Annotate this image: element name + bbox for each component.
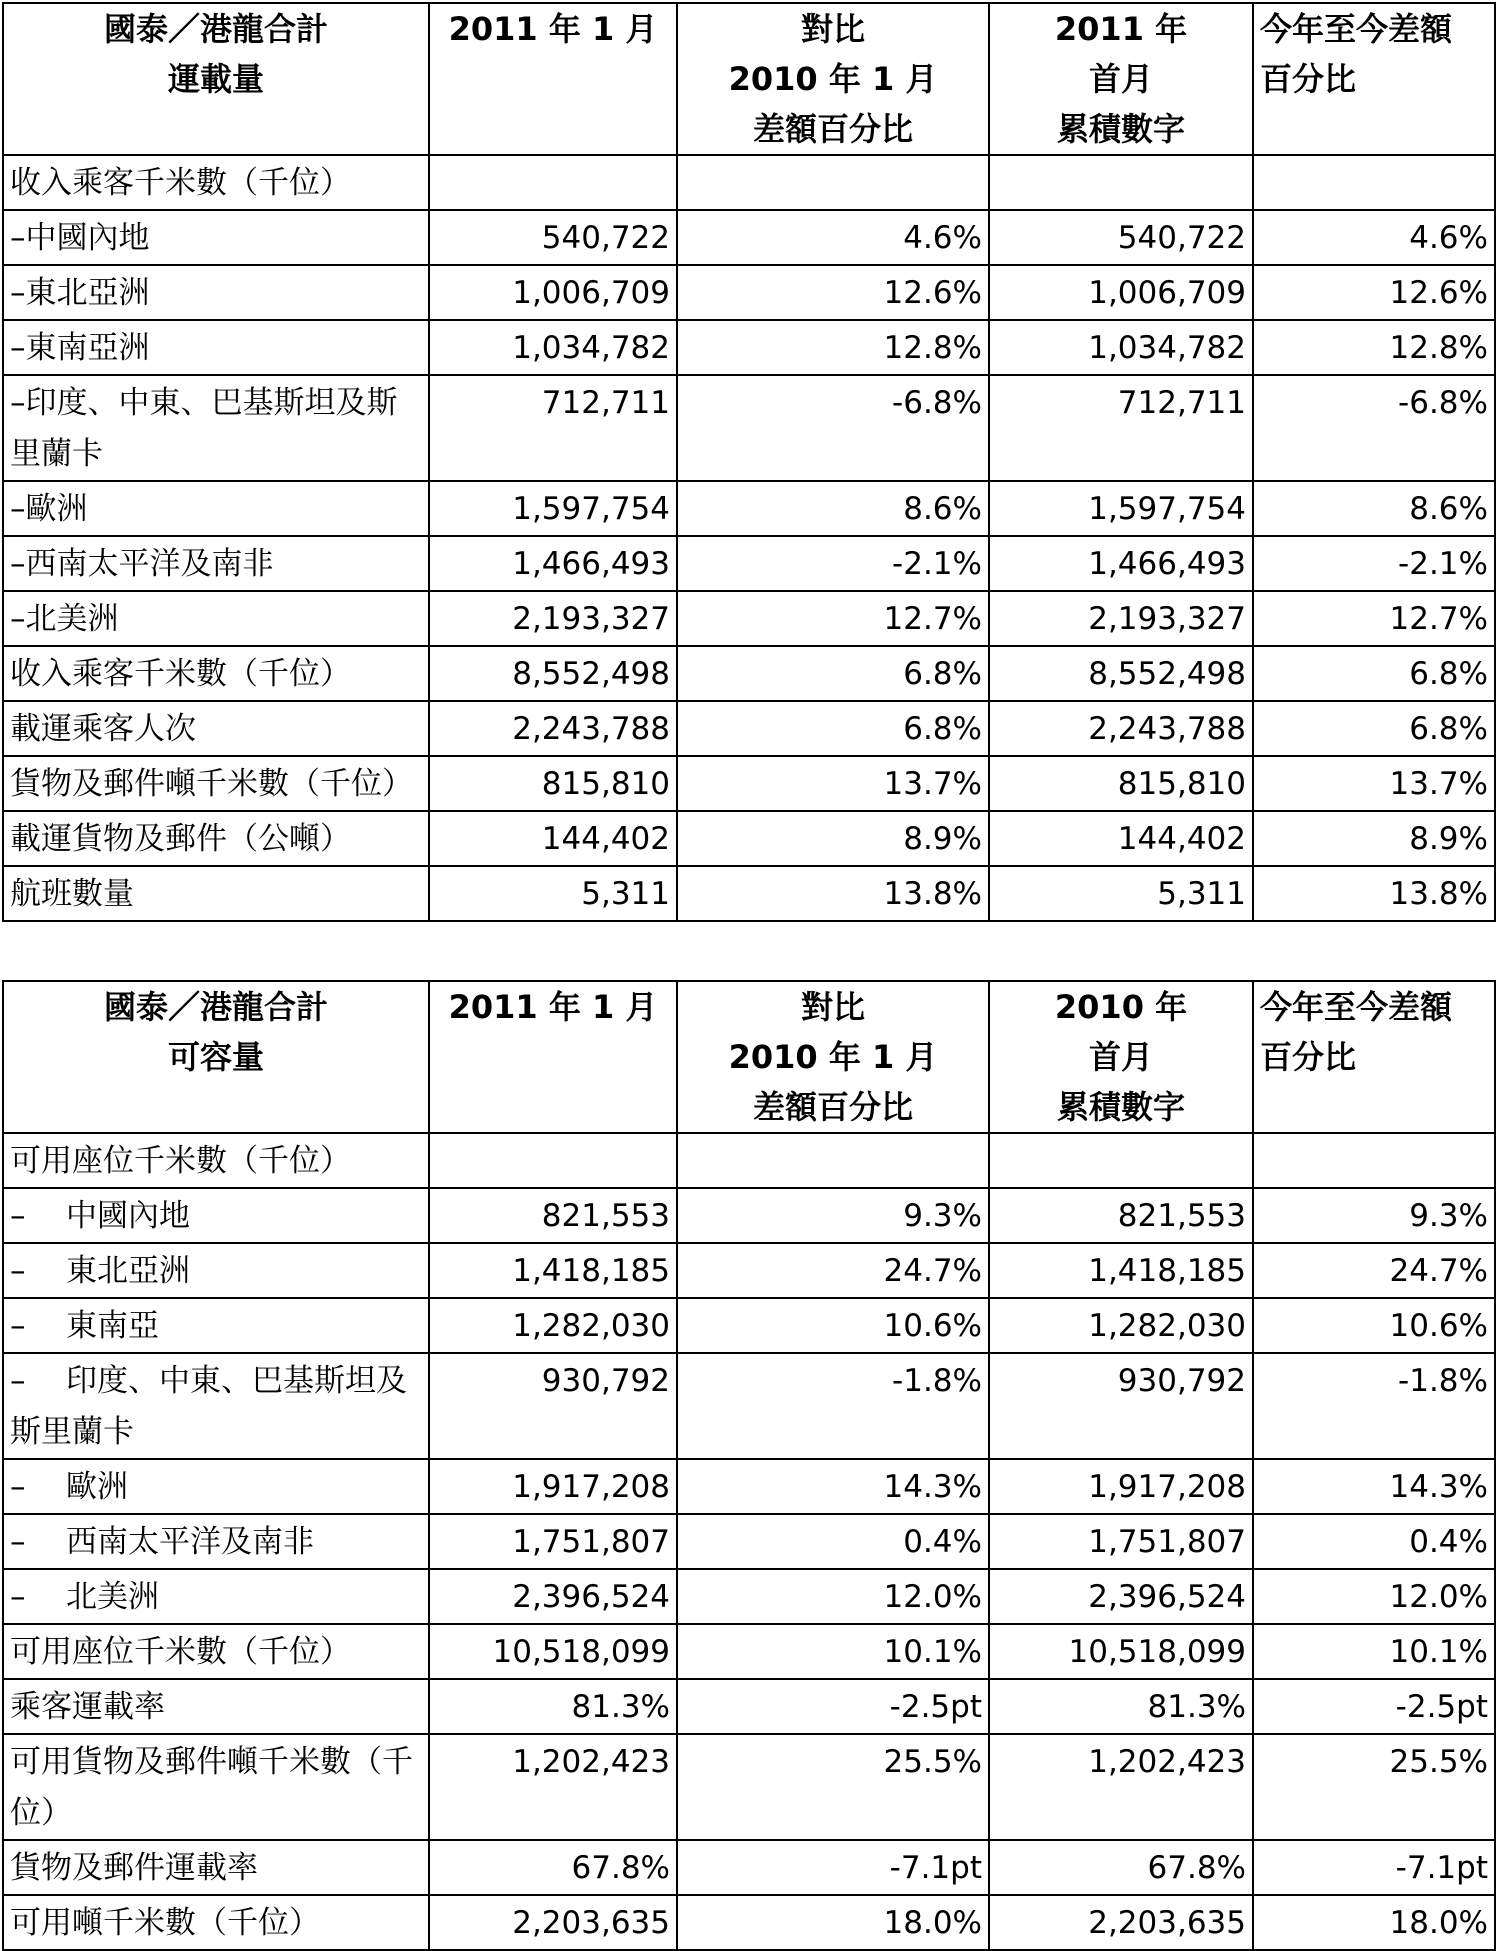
value-cumulative	[989, 1133, 1253, 1188]
value-cumulative: 930,792	[989, 1353, 1253, 1459]
table-row	[3, 536, 1495, 591]
dash-marker: –	[10, 1308, 26, 1344]
value-month: 10,518,099	[429, 1624, 677, 1679]
value-ytd-change: 0.4%	[1253, 1514, 1495, 1569]
value-change: -2.1%	[677, 536, 989, 591]
value-ytd-change: 10.6%	[1253, 1298, 1495, 1353]
row-label-text: 東南亞	[66, 1308, 159, 1344]
value-change: 0.4%	[677, 1514, 989, 1569]
row-label-text: 貨物及郵件噸千米數（千位）	[10, 766, 413, 802]
value-change: 12.6%	[677, 265, 989, 320]
value-month: 1,466,493	[429, 536, 677, 591]
value-change	[677, 155, 989, 210]
row-label	[3, 1734, 429, 1840]
table-row	[3, 1624, 1495, 1679]
row-label-text: –北美洲	[10, 601, 119, 637]
value-change: 8.6%	[677, 481, 989, 536]
value-month: 815,810	[429, 756, 677, 811]
row-label-text: 載運貨物及郵件（公噸）	[10, 821, 351, 857]
value-change: 24.7%	[677, 1243, 989, 1298]
header-month: 2011 年 1 月	[429, 981, 677, 1133]
value-ytd-change: 12.8%	[1253, 320, 1495, 375]
value-cumulative: 540,722	[989, 210, 1253, 265]
value-month: 1,006,709	[429, 265, 677, 320]
value-month	[429, 1133, 677, 1188]
dash-marker: –	[10, 1579, 26, 1615]
value-change: -2.5pt	[677, 1679, 989, 1734]
row-label	[3, 1243, 429, 1298]
header-change: 對比 2010 年 1 月 差額百分比	[677, 3, 989, 155]
row-label-text: 北美洲	[66, 1579, 159, 1615]
header-change: 對比 2010 年 1 月 差額百分比	[677, 981, 989, 1133]
value-ytd-change: 12.6%	[1253, 265, 1495, 320]
row-label	[3, 756, 429, 811]
row-label-text: 可用座位千米數（千位）	[10, 1634, 351, 1670]
header-cumulative: 2010 年 首月 累積數字	[989, 981, 1253, 1133]
table-row	[3, 1459, 1495, 1514]
value-change: 12.7%	[677, 591, 989, 646]
header-ytd-change: 今年至今差額 百分比	[1253, 3, 1495, 155]
value-cumulative: 1,282,030	[989, 1298, 1253, 1353]
header-month: 2011 年 1 月	[429, 3, 677, 155]
value-month: 2,243,788	[429, 701, 677, 756]
value-month: 1,597,754	[429, 481, 677, 536]
table-row	[3, 1188, 1495, 1243]
value-change: 12.8%	[677, 320, 989, 375]
row-label-text: 西南太平洋及南非	[66, 1524, 314, 1560]
row-label	[3, 1459, 429, 1514]
value-month: 1,418,185	[429, 1243, 677, 1298]
value-change	[677, 1133, 989, 1188]
table-row	[3, 1679, 1495, 1734]
table-row	[3, 320, 1495, 375]
row-label-text: 可用貨物及郵件噸千米數（千位）	[10, 1744, 413, 1831]
value-ytd-change: 8.9%	[1253, 811, 1495, 866]
value-change: 13.8%	[677, 866, 989, 921]
row-label	[3, 155, 429, 210]
dash-marker: –	[10, 1524, 26, 1560]
value-month: 67.8%	[429, 1840, 677, 1895]
header-ytd-change: 今年至今差額 百分比	[1253, 981, 1495, 1133]
row-label	[3, 1188, 429, 1243]
value-month: 1,917,208	[429, 1459, 677, 1514]
value-month: 81.3%	[429, 1679, 677, 1734]
table-row	[3, 1840, 1495, 1895]
value-ytd-change	[1253, 1133, 1495, 1188]
row-label-text: 收入乘客千米數（千位）	[10, 165, 351, 201]
capacity-table	[2, 980, 1496, 1951]
value-change: -1.8%	[677, 1353, 989, 1459]
row-label	[3, 536, 429, 591]
dash-marker: –	[10, 1198, 26, 1234]
value-ytd-change: 18.0%	[1253, 1895, 1495, 1950]
value-month: 2,396,524	[429, 1569, 677, 1624]
value-cumulative: 144,402	[989, 811, 1253, 866]
traffic-body	[3, 155, 1495, 921]
value-ytd-change: 10.1%	[1253, 1624, 1495, 1679]
dash-marker: –	[10, 1253, 26, 1289]
value-cumulative: 1,418,185	[989, 1243, 1253, 1298]
value-change: 6.8%	[677, 646, 989, 701]
header-cumulative: 2011 年 首月 累積數字	[989, 3, 1253, 155]
value-ytd-change: 12.7%	[1253, 591, 1495, 646]
row-label	[3, 1133, 429, 1188]
value-cumulative: 2,203,635	[989, 1895, 1253, 1950]
table-row	[3, 210, 1495, 265]
table-row	[3, 701, 1495, 756]
value-cumulative: 815,810	[989, 756, 1253, 811]
table-row	[3, 811, 1495, 866]
row-label-text: 貨物及郵件運載率	[10, 1850, 258, 1886]
table-row	[3, 756, 1495, 811]
row-label	[3, 866, 429, 921]
value-month: 540,722	[429, 210, 677, 265]
value-month: 2,203,635	[429, 1895, 677, 1950]
table-row	[3, 375, 1495, 481]
value-ytd-change: -2.1%	[1253, 536, 1495, 591]
value-cumulative: 1,466,493	[989, 536, 1253, 591]
row-label-text: 載運乘客人次	[10, 711, 196, 747]
value-change: 10.1%	[677, 1624, 989, 1679]
value-cumulative: 2,243,788	[989, 701, 1253, 756]
value-change: -6.8%	[677, 375, 989, 481]
row-label-text: –印度、中東、巴基斯坦及斯里蘭卡	[10, 385, 398, 472]
table-row	[3, 1298, 1495, 1353]
value-ytd-change: -6.8%	[1253, 375, 1495, 481]
row-label-text: 東北亞洲	[66, 1253, 190, 1289]
value-ytd-change: 24.7%	[1253, 1243, 1495, 1298]
row-label	[3, 320, 429, 375]
value-month	[429, 155, 677, 210]
value-cumulative: 1,034,782	[989, 320, 1253, 375]
value-change: -7.1pt	[677, 1840, 989, 1895]
traffic-header-row	[3, 3, 1495, 155]
table-row	[3, 481, 1495, 536]
row-label-text: 歐洲	[66, 1469, 128, 1505]
value-change: 8.9%	[677, 811, 989, 866]
row-label	[3, 1514, 429, 1569]
row-label-text: 中國內地	[66, 1198, 190, 1234]
value-ytd-change: 6.8%	[1253, 701, 1495, 756]
value-month: 821,553	[429, 1188, 677, 1243]
value-cumulative: 1,917,208	[989, 1459, 1253, 1514]
value-month: 930,792	[429, 1353, 677, 1459]
value-cumulative: 712,711	[989, 375, 1253, 481]
value-month: 712,711	[429, 375, 677, 481]
row-label	[3, 210, 429, 265]
dash-marker: –	[10, 1469, 26, 1505]
row-label	[3, 375, 429, 481]
value-month: 1,282,030	[429, 1298, 677, 1353]
table-row	[3, 155, 1495, 210]
value-month: 8,552,498	[429, 646, 677, 701]
value-change: 10.6%	[677, 1298, 989, 1353]
value-change: 6.8%	[677, 701, 989, 756]
value-ytd-change: 13.8%	[1253, 866, 1495, 921]
value-cumulative: 821,553	[989, 1188, 1253, 1243]
value-cumulative: 1,202,423	[989, 1734, 1253, 1840]
value-change: 18.0%	[677, 1895, 989, 1950]
value-change: 12.0%	[677, 1569, 989, 1624]
value-cumulative	[989, 155, 1253, 210]
table-row	[3, 646, 1495, 701]
header-category: 國泰／港龍合計 可容量	[3, 981, 429, 1133]
table-row	[3, 1353, 1495, 1459]
row-label-text: 可用噸千米數（千位）	[10, 1905, 320, 1941]
row-label	[3, 1624, 429, 1679]
traffic-table	[2, 2, 1496, 922]
value-cumulative: 10,518,099	[989, 1624, 1253, 1679]
value-month: 1,034,782	[429, 320, 677, 375]
value-cumulative: 2,396,524	[989, 1569, 1253, 1624]
row-label	[3, 265, 429, 320]
value-month: 5,311	[429, 866, 677, 921]
row-label	[3, 591, 429, 646]
table-row	[3, 1569, 1495, 1624]
row-label-text: –東北亞洲	[10, 275, 150, 311]
row-label-text: –中國內地	[10, 220, 150, 256]
value-cumulative: 2,193,327	[989, 591, 1253, 646]
table-row	[3, 1133, 1495, 1188]
value-ytd-change: -2.5pt	[1253, 1679, 1495, 1734]
row-label-text: –東南亞洲	[10, 330, 150, 366]
row-label-text: 印度、中東、巴基斯坦及斯里蘭卡	[10, 1363, 407, 1450]
value-cumulative: 8,552,498	[989, 646, 1253, 701]
row-label-text: 收入乘客千米數（千位）	[10, 656, 351, 692]
value-ytd-change: -7.1pt	[1253, 1840, 1495, 1895]
value-month: 144,402	[429, 811, 677, 866]
value-change: 9.3%	[677, 1188, 989, 1243]
value-ytd-change: -1.8%	[1253, 1353, 1495, 1459]
value-month: 1,202,423	[429, 1734, 677, 1840]
row-label-text: 乘客運載率	[10, 1689, 165, 1725]
value-cumulative: 5,311	[989, 866, 1253, 921]
value-change: 14.3%	[677, 1459, 989, 1514]
value-cumulative: 67.8%	[989, 1840, 1253, 1895]
value-cumulative: 81.3%	[989, 1679, 1253, 1734]
value-ytd-change: 14.3%	[1253, 1459, 1495, 1514]
dash-marker: –	[10, 1363, 26, 1399]
value-ytd-change: 13.7%	[1253, 756, 1495, 811]
value-ytd-change: 4.6%	[1253, 210, 1495, 265]
value-change: 25.5%	[677, 1734, 989, 1840]
row-label-text: –西南太平洋及南非	[10, 546, 274, 582]
row-label	[3, 1298, 429, 1353]
table-row	[3, 1734, 1495, 1840]
value-ytd-change: 8.6%	[1253, 481, 1495, 536]
table-row	[3, 1514, 1495, 1569]
value-ytd-change: 6.8%	[1253, 646, 1495, 701]
value-ytd-change: 12.0%	[1253, 1569, 1495, 1624]
value-cumulative: 1,597,754	[989, 481, 1253, 536]
row-label	[3, 1840, 429, 1895]
row-label	[3, 1353, 429, 1459]
row-label	[3, 1895, 429, 1950]
table-row	[3, 1895, 1495, 1950]
value-cumulative: 1,006,709	[989, 265, 1253, 320]
value-month: 2,193,327	[429, 591, 677, 646]
row-label	[3, 701, 429, 756]
row-label	[3, 1679, 429, 1734]
value-month: 1,751,807	[429, 1514, 677, 1569]
row-label	[3, 646, 429, 701]
table-row	[3, 591, 1495, 646]
row-label-text: 可用座位千米數（千位）	[10, 1143, 351, 1179]
header-category: 國泰／港龍合計 運載量	[3, 3, 429, 155]
value-change: 4.6%	[677, 210, 989, 265]
capacity-body	[3, 1133, 1495, 1950]
value-ytd-change: 9.3%	[1253, 1188, 1495, 1243]
table-row	[3, 1243, 1495, 1298]
row-label-text: 航班數量	[10, 876, 134, 912]
table-row	[3, 866, 1495, 921]
value-change: 13.7%	[677, 756, 989, 811]
value-cumulative: 1,751,807	[989, 1514, 1253, 1569]
row-label	[3, 1569, 429, 1624]
table-row	[3, 265, 1495, 320]
row-label	[3, 481, 429, 536]
value-ytd-change	[1253, 155, 1495, 210]
row-label-text: –歐洲	[10, 491, 88, 527]
value-ytd-change: 25.5%	[1253, 1734, 1495, 1840]
capacity-header-row	[3, 981, 1495, 1133]
row-label	[3, 811, 429, 866]
